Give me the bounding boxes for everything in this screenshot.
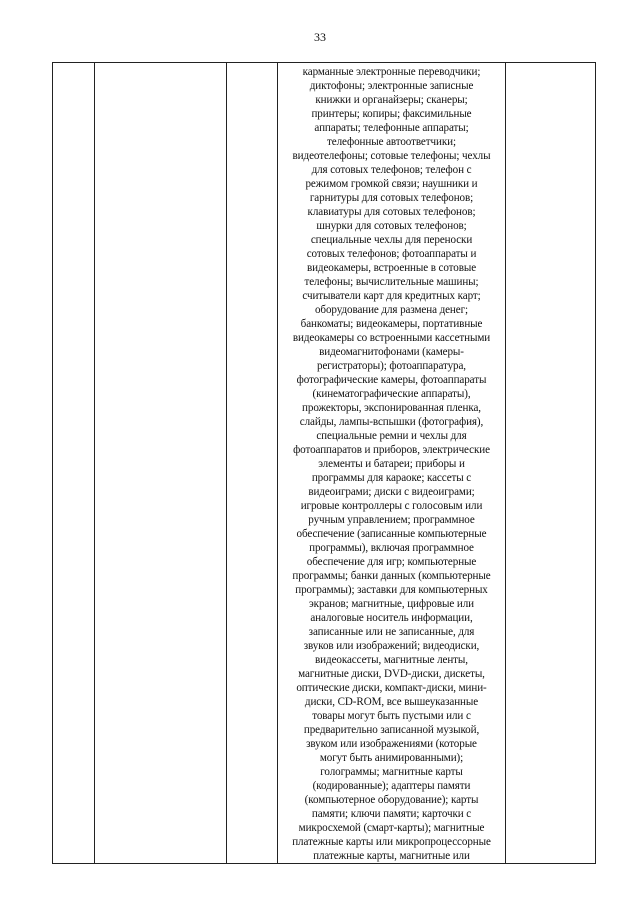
goods-list-line: аппараты; телефонные аппараты; [314,122,469,134]
goods-list-line: экранов; магнитные, цифровые или [309,598,474,610]
goods-list-line: видеокамеры со встроенными кассетными [292,332,491,344]
goods-list-line: аналоговые носитель информации, [310,612,473,624]
goods-list-line: специальные чехлы для переноски [310,234,473,246]
goods-list-line: оборудование для размена денег; [314,304,469,316]
goods-list-line: книжки и органайзеры; сканеры; [315,94,468,106]
goods-list-line: оптические диски, компакт-диски, мини- [296,682,487,694]
goods-list-line: платежные карты, магнитные или [313,850,470,862]
goods-list-line: режимом громкой связи; наушники и [305,178,478,190]
goods-list-line: элементы и батареи; приборы и [318,458,465,470]
goods-list-line: видеоиграми; диски с видеоиграми; [308,486,475,498]
goods-list-line: телефонные автоответчики; [327,136,456,148]
goods-list-line: диски, CD-ROM, все вышеуказанные [304,696,479,708]
goods-list-line: видеомагнитофонами (камеры- [319,346,464,358]
goods-list-line: товары могут быть пустыми или с [312,710,471,722]
page-number: 33 [314,30,326,44]
goods-list-line: для сотовых телефонов; телефон с [311,164,472,176]
goods-list-line: (компьютерное оборудование); карты [304,794,479,806]
goods-list-line: обеспечение (записанные компьютерные [296,528,487,540]
goods-list-line: звуков или изображений; видеодиски, [303,640,480,652]
goods-list-line: специальные ремни и чехлы для [316,430,467,442]
goods-list-line: фотографические камеры, фотоаппараты [296,374,487,386]
goods-list-line: считыватели карт для кредитных карт; [302,290,481,302]
goods-list-line: фотоаппаратов и приборов, электрические [293,444,490,456]
table-cell-empty [95,63,227,864]
goods-list-line: записанные или не записанные, для [308,626,475,638]
goods-list-line: слайды, лампы-вспышки (фотография), [299,416,484,428]
goods-list-line: программы), включая программное [309,542,474,554]
goods-list-line: могут быть анимированными); [319,752,464,764]
goods-list-line: ручным управлением; программное [308,514,475,526]
table-cell-empty [227,63,278,864]
goods-list-line: регистраторы); фотоаппаратура, [317,360,466,372]
goods-list-line: звуком или изображениями (которые [306,738,477,750]
goods-list-line: программы; банки данных (компьютерные [292,570,491,582]
goods-list-line: принтеры; копиры; факсимильные [311,108,472,120]
goods-list-line: банкоматы; видеокамеры, портативные [300,318,483,330]
goods-list-line: голограммы; магнитные карты [320,766,463,778]
goods-list-line: видеотелефоны; сотовые телефоны; чехлы [292,150,491,162]
goods-list-line: программы для караоке; кассеты с [311,472,472,484]
goods-list-line: микросхемой (смарт-карты); магнитные [298,822,485,834]
goods-list-line: (кодированные); адаптеры памяти [312,780,471,792]
goods-list-line: сотовых телефонов; фотоаппараты и [306,248,477,260]
goods-list-line: прожекторы, экспонированная пленка, [302,402,481,414]
goods-list-line: магнитные диски, DVD-диски, дискеты, [298,668,485,680]
goods-list-line: программы); заставки для компьютерных [295,584,488,596]
goods-list-cell [278,63,506,864]
goods-list-line: видеокассеты, магнитные ленты, [315,654,468,666]
goods-list-line: памяти; ключи памяти; карточки с [311,808,472,820]
goods-list-line: платежные карты или микропроцессорные [292,836,491,848]
goods-table [52,62,596,864]
goods-list-line: клавиатуры для сотовых телефонов; [307,206,476,218]
goods-list-line: игровые контроллеры с голосовым или [300,500,483,512]
table-cell-empty [506,63,596,864]
goods-list-line: предварительно записанной музыкой, [303,724,480,736]
goods-list-line: видеокамеры, встроенные в сотовые [306,262,477,274]
goods-list-line: гарнитуры для сотовых телефонов; [309,192,474,204]
goods-list-line: обеспечение для игр; компьютерные [306,556,477,568]
goods-list-line: карманные электронные переводчики; [302,66,481,78]
table-row [53,63,596,864]
goods-list-line: телефоны; вычислительные машины; [304,276,479,288]
table-cell-empty [53,63,95,864]
goods-list-line: шнурки для сотовых телефонов; [316,220,467,232]
goods-list-line: диктофоны; электронные записные [309,80,474,92]
goods-list-line: (кинематографические аппараты), [312,388,471,400]
